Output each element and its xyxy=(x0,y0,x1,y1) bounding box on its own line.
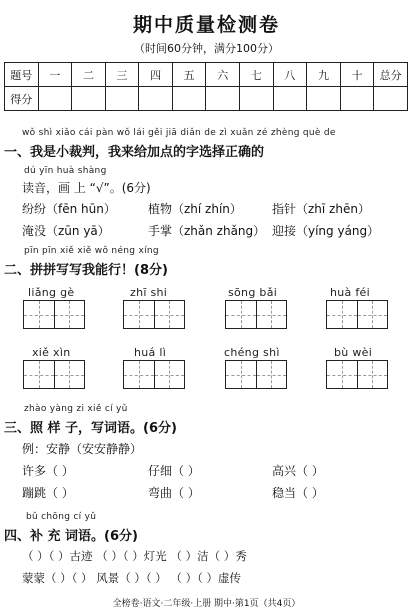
score-table xyxy=(4,62,408,111)
score-header-cell: 四 xyxy=(139,63,173,87)
writing-grid[interactable] xyxy=(326,300,388,329)
score-cell[interactable] xyxy=(172,87,206,111)
q1-item: 迎接（yíng yáng） xyxy=(272,224,380,238)
q2-pinyin: pīn pīn xiě xiě wǒ néng xíng xyxy=(24,246,159,256)
q4-line: 蒙蒙（ ）（ ） 风景（ ）（ ） （ ）（ ）虚传 xyxy=(22,571,241,585)
q1-heading: 一、我是小裁判，我来给加点的字选择正确的 xyxy=(4,145,265,160)
q1-item: 淹没（zūn yā） xyxy=(22,224,110,238)
score-header-cell: 十 xyxy=(340,63,374,87)
score-header-cell: 八 xyxy=(273,63,307,87)
q2-pinyin-label: bù wèi xyxy=(334,346,373,359)
score-header-cell: 题号 xyxy=(5,63,39,87)
q3-item: 蹦跳（ ） xyxy=(22,486,74,500)
score-cell[interactable] xyxy=(240,87,274,111)
q3-item: 稳当（ ） xyxy=(272,486,324,500)
q1-pinyin-line1: wǒ shì xiǎo cái pàn wǒ lái gěi jiā diǎn de zì xuǎn zé zhèng què de xyxy=(22,128,336,138)
q2-pinyin-label: liǎng gè xyxy=(28,286,75,299)
score-cell[interactable] xyxy=(206,87,240,111)
q3-item: 仔细（ ） xyxy=(148,464,200,478)
page-footer: 全榜卷·语文·二年级·上册 期中·第1页（共4页） xyxy=(112,599,301,609)
q2-pinyin-label: huá lì xyxy=(134,346,167,359)
q3-pinyin: zhào yàng zi xiě cí yǔ xyxy=(24,404,128,414)
q1-item: 植物（zhí zhín） xyxy=(148,202,242,216)
page-title: 期中质量检测卷 xyxy=(132,14,280,36)
score-cell[interactable] xyxy=(273,87,307,111)
q1-instruction: 读音，画 上 “√”。(6分) xyxy=(22,181,151,195)
q1-item: 纷纷（fēn hūn） xyxy=(22,202,116,216)
score-cell[interactable] xyxy=(374,87,408,111)
score-cell[interactable] xyxy=(72,87,106,111)
writing-grid[interactable] xyxy=(326,360,388,389)
score-header-cell: 五 xyxy=(172,63,206,87)
q1-item: 手掌（zhǎn zhǎng） xyxy=(148,224,266,238)
q1-item: 指针（zhī zhēn） xyxy=(272,202,370,216)
score-table-score-row xyxy=(5,87,408,111)
score-cell[interactable] xyxy=(340,87,374,111)
writing-grid[interactable] xyxy=(123,360,185,389)
score-cell[interactable] xyxy=(307,87,341,111)
score-row-label: 得分 xyxy=(5,87,39,111)
q4-line: （ ）（ ）古迹 （ ）（ ）灯光 （ ）洁（ ）秀 xyxy=(22,549,247,563)
q3-item: 高兴（ ） xyxy=(272,464,324,478)
score-cell[interactable] xyxy=(38,87,72,111)
score-cell[interactable] xyxy=(139,87,173,111)
q2-pinyin-label: chéng shì xyxy=(224,346,280,359)
q4-pinyin: bǔ chōng cí yǔ xyxy=(26,512,97,522)
score-header-cell: 九 xyxy=(307,63,341,87)
writing-grid[interactable] xyxy=(123,300,185,329)
writing-grid[interactable] xyxy=(225,300,287,329)
q1-pinyin-line2: dú yīn huà shàng xyxy=(24,166,107,176)
writing-grid[interactable] xyxy=(23,300,85,329)
q2-pinyin-label: zhī shi xyxy=(130,286,168,299)
q4-heading: 四、补 充 词语。(6分) xyxy=(4,529,138,544)
score-header-cell: 二 xyxy=(72,63,106,87)
q2-pinyin-label: xiě xìn xyxy=(32,346,71,359)
writing-grid[interactable] xyxy=(23,360,85,389)
score-header-cell: 一 xyxy=(38,63,72,87)
q3-example: 例：安静（安安静静） xyxy=(22,442,143,456)
q3-heading: 三、照 样 子，写词语。(6分) xyxy=(4,421,177,436)
score-table-header-row xyxy=(5,63,408,87)
score-header-cell: 七 xyxy=(240,63,274,87)
score-header-cell: 六 xyxy=(206,63,240,87)
q2-heading: 二、拼拼写写我能行！(8分) xyxy=(4,263,168,278)
score-header-cell: 三 xyxy=(105,63,139,87)
q2-pinyin-label: sōng bǎi xyxy=(228,286,278,299)
score-header-cell: 总分 xyxy=(374,63,408,87)
q2-pinyin-label: huà féi xyxy=(330,286,370,299)
page-subtitle: （时间60分钟，满分100分） xyxy=(134,42,279,55)
score-cell[interactable] xyxy=(105,87,139,111)
q3-item: 许多（ ） xyxy=(22,464,74,478)
q3-item: 弯曲（ ） xyxy=(148,486,200,500)
writing-grid[interactable] xyxy=(225,360,287,389)
